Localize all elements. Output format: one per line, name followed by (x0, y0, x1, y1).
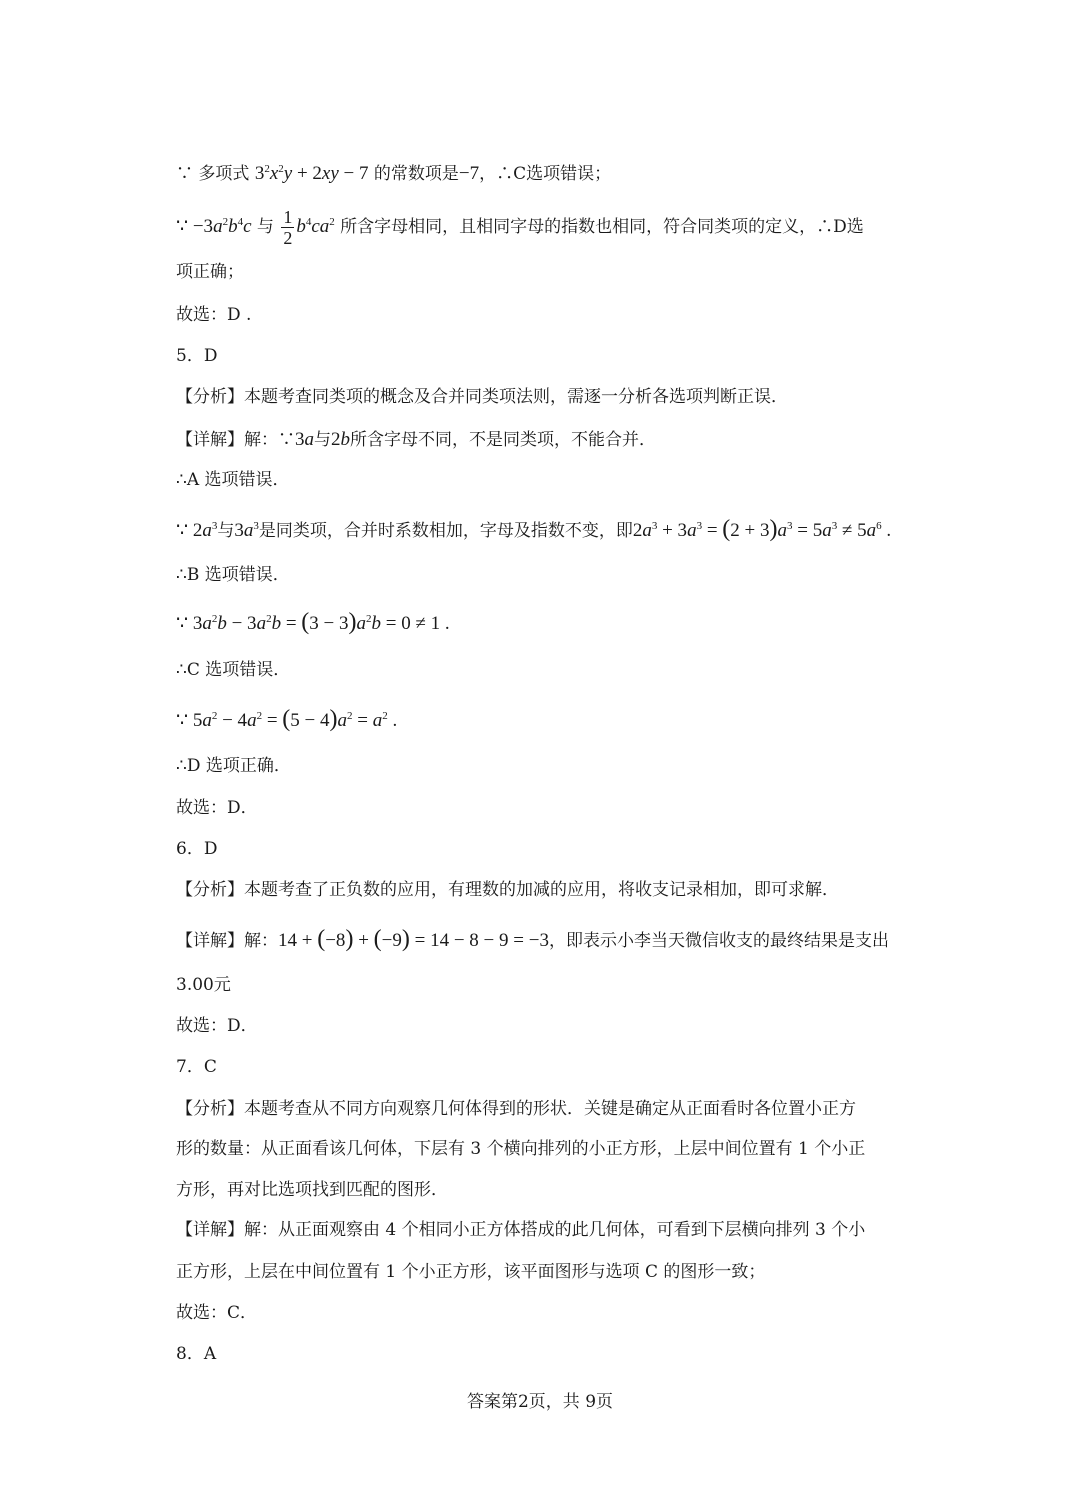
text-line: ∵ $2a^3$与$3a^3$是同类项，合并时系数相加，字母及指数不变，即$2a^3 + 3a^3 = (2 + 3)a^3 = 5a^3 \ne 5a^6$ . (176, 516, 892, 542)
text-line (176, 610, 450, 634)
analysis-text: 【分析】本题考查了正负数的应用，有理数的加减的应用，将收支记录相加，即可求解． (176, 880, 839, 900)
text-line (176, 707, 397, 731)
question-number: 5．D (176, 346, 218, 366)
math-expression: ∵ $5a^2 - 4a^2 = (5 - 4)a^2 = a^2$ . (176, 706, 398, 732)
text-line: ∵ $-3a^2b^4c$ 与 $\frac{1}{2}$ $b^4ca^2$ 所含字母相同，且相同字母的指数也相同，符合同类项的定义，∴D选 (176, 207, 864, 248)
detail-text: 【详解】解：14 + (−8) + (−9) = 14 − 8 − 9 = −3，即表示小李当天微信收支的最终结果是支出 (176, 926, 889, 952)
text-line: ∴A 选项错误． (176, 470, 290, 490)
analysis-text: 【分析】本题考查同类项的概念及合并同类项法则，需逐一分析各选项判断正误． (176, 387, 788, 407)
analysis-text: 形的数量：从正面看该几何体，下层有 3 个横向排列的小正方形，上层中间位置有 1 个小正 (176, 1139, 866, 1159)
math-expression: 14 + (−8) + (−9) = 14 − 8 − 9 = −3 (278, 926, 549, 952)
detail-text: 【详解】解：从正面观察由 4 个相同小正方体搭成的此几何体，可看到下层横向排列 3 个小 (176, 1220, 866, 1240)
detail-text: 【详解】解：∵3a与2b所含字母不同，不是同类项，不能合并． (176, 429, 656, 450)
text-line: ∴B 选项错误． (176, 565, 290, 585)
analysis-text: 【分析】本题考查从不同方向观察几何体得到的形状．关键是确定从正面看时各位置小正方 (176, 1099, 856, 1119)
question-number: 6．D (176, 839, 218, 859)
text-line: 故选：D． (176, 1016, 258, 1036)
question-number: 8．A (176, 1344, 217, 1364)
text-line: 故选：D . (176, 305, 252, 325)
math-polynomial: $3^2x^2y + 2xy - 7$ (254, 163, 369, 184)
text-line: 故选：D． (176, 798, 258, 818)
text-line: ∴C 选项错误． (176, 660, 291, 680)
page-footer: 答案第2页，共 9页 (466, 1392, 614, 1412)
text-line: 项正确； (176, 262, 244, 282)
text-line: 故选：C． (176, 1303, 258, 1323)
text-line: 3.00元 (176, 975, 231, 995)
question-number: 7．C (176, 1057, 217, 1077)
text-line: ∵ 多项式 $3^2x^2y + 2xy - 7$ 的常数项是−7，∴C选项错误； (176, 163, 612, 184)
analysis-text: 方形，再对比选项找到匹配的图形． (176, 1180, 448, 1200)
math-expression: ∵ $3a^2b - 3a^2b = (3 - 3)a^2b = 0 \ne 1$ . (176, 609, 450, 635)
math-expression: $2a^3 + 3a^3 = (2 + 3)a^3 = 5a^3 \ne 5a^6$ . (632, 516, 892, 542)
fraction-one-half: $\frac{1}{2}$ (283, 207, 293, 248)
text-line: ∴D 选项正确． (176, 756, 291, 776)
detail-text: 正方形，上层在中间位置有 1 个小正方形，该平面图形与选项 C 的图形一致； (176, 1262, 766, 1282)
